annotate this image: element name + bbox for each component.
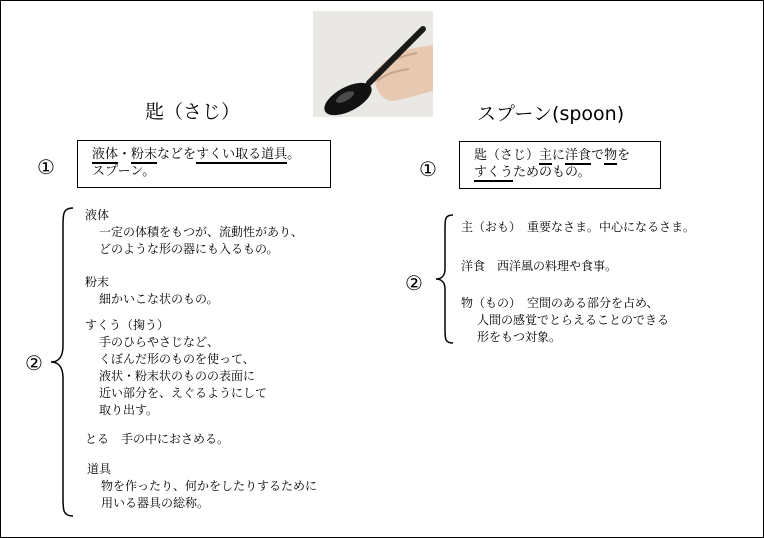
entry-term: とる 手の中におさめる。 <box>85 432 230 446</box>
entry-line: 取り出す。 <box>99 403 159 417</box>
entry-line: 液状・粉末状のものの表面に <box>99 369 256 383</box>
left-def-word: などを <box>157 147 197 162</box>
right-circle-1: ① <box>419 157 437 181</box>
left-entry-sukuu <box>85 317 267 419</box>
entry-term: 主（おも） 重要なさま。中心になるさま。 <box>461 220 696 234</box>
left-circle-1: ① <box>37 155 55 179</box>
left-entry-toru <box>85 431 229 448</box>
left-brace <box>47 206 77 518</box>
left-definition-line-1 <box>92 146 320 163</box>
right-def-word: で <box>591 148 605 163</box>
right-def-word: 主 <box>539 148 553 163</box>
entry-line: くぼんだ形のものを使って、 <box>99 352 255 366</box>
left-definition-line-2: スプーン。 <box>92 164 156 179</box>
left-entry-liquid <box>85 207 303 258</box>
entry-line: 形をもつ対象。 <box>477 330 562 344</box>
right-brace <box>433 213 457 345</box>
left-def-word: 取る <box>235 147 262 162</box>
right-def-word: を <box>617 148 631 163</box>
right-heading: スプーン(spoon) <box>477 103 625 125</box>
left-def-word: 道具 <box>261 147 288 162</box>
right-def-word: ためのもの。 <box>513 165 591 180</box>
entry-line: 手のひらやさじなど、 <box>99 335 220 349</box>
right-circle-2: ② <box>405 271 423 295</box>
entry-line: 一定の体積をもつが、流動性があり、 <box>99 225 304 239</box>
entry-line: 近い部分を、えぐるようにして <box>99 386 268 400</box>
right-def-word: すくう <box>474 165 514 180</box>
spoon-image <box>313 11 433 117</box>
right-def-word: 物 <box>604 148 618 163</box>
entry-line: 用いる器具の総称。 <box>101 496 210 510</box>
right-def-word: に <box>552 148 566 163</box>
entry-term: 物（もの） 空間のある部分を占め、 <box>461 296 659 310</box>
left-def-word: 粉末 <box>131 147 158 162</box>
entry-term: 道具 <box>87 462 112 476</box>
entry-line: 物を作ったり、何かをしたりするために <box>101 479 318 493</box>
entry-line: どのような形の器にも入るもの。 <box>99 242 279 256</box>
left-entry-powder <box>85 274 219 308</box>
right-def-word: 匙（さじ） <box>474 148 540 163</box>
right-entry-yoshoku <box>461 258 617 275</box>
right-entry-mono <box>461 295 669 346</box>
right-definition-box <box>459 141 661 189</box>
left-entry-tool <box>87 461 317 512</box>
right-definition-line-2 <box>474 164 650 181</box>
entry-term: 液体 <box>85 208 110 222</box>
entry-line: 細かいこな状のもの。 <box>99 292 219 306</box>
left-def-word: ・ <box>118 147 132 162</box>
spoon-photo <box>313 11 433 117</box>
left-heading: 匙（さじ） <box>145 101 241 123</box>
entry-line: 人間の感覚でとらえることのできる <box>477 313 670 327</box>
entry-term: すくう（掬う） <box>85 318 170 332</box>
left-def-word: 。 <box>287 147 301 162</box>
left-circle-2: ② <box>25 351 43 375</box>
entry-term: 粉末 <box>85 275 110 289</box>
entry-term: 洋食 西洋風の料理や食事。 <box>461 259 618 273</box>
right-entry-omo <box>461 219 695 236</box>
right-def-word: 洋食 <box>565 148 592 163</box>
right-definition-line-1 <box>474 147 650 164</box>
left-definition-box <box>77 140 331 188</box>
left-def-word: 液体 <box>92 147 119 162</box>
left-def-word: すくい <box>196 147 236 162</box>
